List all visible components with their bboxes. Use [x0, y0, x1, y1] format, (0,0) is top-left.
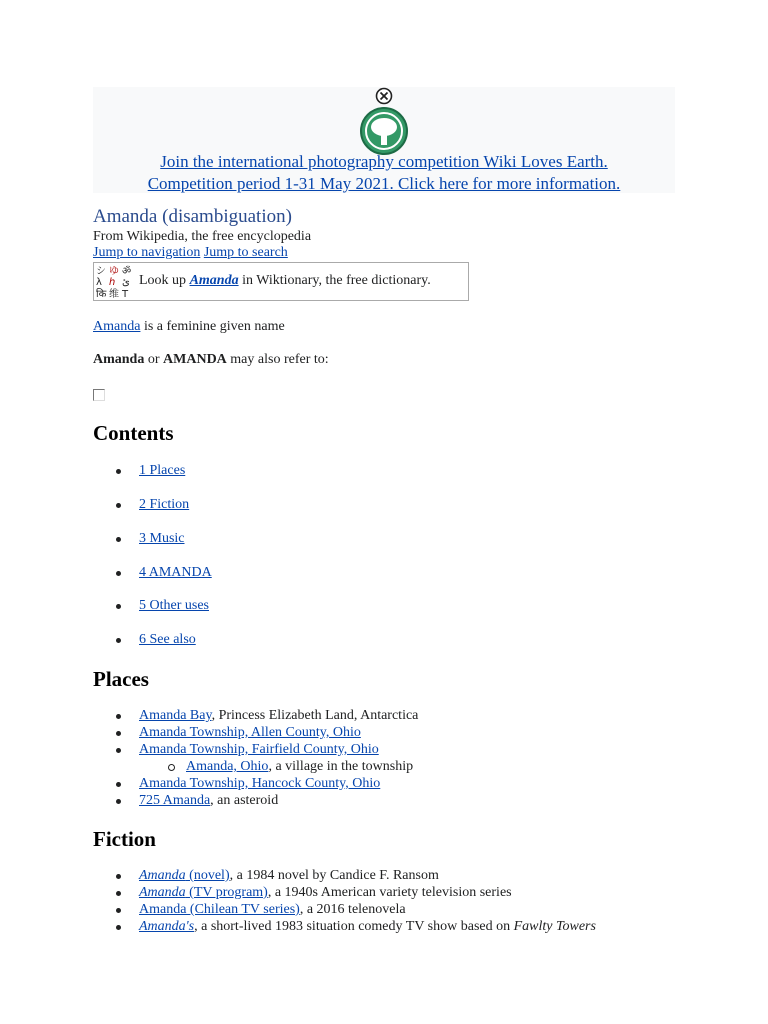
- jump-links: [93, 245, 288, 261]
- place-item: [139, 776, 380, 792]
- place-link[interactable]: Amanda, Ohio: [186, 759, 269, 774]
- wiktionary-suffix: in Wiktionary, the free dictionary.: [238, 273, 431, 288]
- fiction-link[interactable]: [139, 902, 300, 917]
- place-link[interactable]: 725 Amanda: [139, 793, 211, 808]
- wiktionary-text: [139, 273, 431, 289]
- svg-text:维: 维: [109, 289, 119, 299]
- tree-logo-icon: [359, 106, 409, 156]
- place-item: [186, 759, 413, 775]
- intro-tail: may also refer to:: [226, 352, 329, 367]
- place-item: [139, 793, 278, 809]
- fiction-link-plain: (novel): [185, 868, 230, 883]
- fiction-desc: , a 1984 novel by Candice F. Ransom: [229, 868, 439, 883]
- place-desc: , a village in the township: [268, 759, 414, 774]
- fiction-link[interactable]: [139, 885, 268, 900]
- fiction-link-plain: (TV program): [185, 885, 268, 900]
- svg-text:ئ: ئ: [122, 277, 130, 288]
- intro-text: is a feminine given name: [140, 319, 285, 334]
- bullet-icon: [116, 714, 121, 719]
- intro-paragraph-2: [93, 352, 329, 368]
- wiktionary-prefix: Look up: [139, 273, 190, 288]
- fiction-desc: , a short-lived 1983 situation comedy TV show based on: [194, 919, 514, 934]
- contents-heading: Contents: [93, 421, 174, 445]
- bullet-icon: [116, 604, 121, 609]
- bullet-icon: [116, 638, 121, 643]
- fiction-item: [139, 919, 596, 935]
- fiction-link-plain: Amanda (Chilean TV series): [139, 902, 300, 917]
- jump-to-navigation-link[interactable]: Jump to navigation: [93, 245, 201, 260]
- svg-text:ゆ: ゆ: [109, 266, 119, 277]
- svg-text:ℎ: ℎ: [109, 277, 116, 288]
- fiction-link-italic: Amanda's: [139, 919, 195, 934]
- wiktionary-term-link[interactable]: Amanda: [189, 273, 239, 288]
- page-title: Amanda (disambiguation): [93, 206, 292, 227]
- jump-to-search-link[interactable]: Jump to search: [203, 245, 288, 260]
- bullet-icon: [116, 731, 121, 736]
- fiction-heading: Fiction: [93, 827, 156, 851]
- close-icon[interactable]: [375, 87, 393, 105]
- intro-paragraph-1: [93, 319, 285, 335]
- bullet-icon: [116, 571, 121, 576]
- banner-link-line2[interactable]: Competition period 1-31 May 2021. Click here for more information.: [147, 174, 621, 193]
- bullet-icon: [116, 537, 121, 542]
- bullet-icon: [116, 891, 121, 896]
- bullet-icon: [116, 874, 121, 879]
- fiction-item: [139, 868, 439, 884]
- toc-link-music[interactable]: 3 Music: [139, 531, 185, 546]
- amanda-name-link[interactable]: Amanda: [93, 319, 141, 334]
- bullet-icon: [116, 503, 121, 508]
- bullet-icon: [116, 908, 121, 913]
- fiction-desc: , a 1940s American variety television series: [267, 885, 512, 900]
- place-item: [139, 708, 418, 724]
- svg-text:कि: कि: [96, 289, 107, 299]
- intro-bold-2: AMANDA: [163, 352, 227, 367]
- place-item: [139, 725, 361, 741]
- bullet-icon: [116, 925, 121, 930]
- intro-bold-1: Amanda: [93, 352, 145, 367]
- fiction-link[interactable]: [139, 919, 194, 934]
- svg-text:ॐ: ॐ: [122, 266, 132, 277]
- bullet-icon: [116, 469, 121, 474]
- toc-toggle-checkbox[interactable]: [93, 389, 105, 401]
- toc-link-amanda[interactable]: 4 AMANDA: [139, 565, 212, 580]
- circle-bullet-icon: [168, 764, 175, 771]
- fiction-desc-italic: Fawlty Towers: [513, 919, 596, 934]
- toc-link-fiction[interactable]: 2 Fiction: [139, 497, 190, 512]
- toc-link-see-also[interactable]: 6 See also: [139, 632, 196, 647]
- place-desc: , Princess Elizabeth Land, Antarctica: [211, 708, 419, 723]
- place-desc: , an asteroid: [210, 793, 279, 808]
- toc-link-other-uses[interactable]: 5 Other uses: [139, 598, 209, 613]
- fiction-item: [139, 902, 406, 918]
- place-item: [139, 742, 379, 758]
- fiction-link[interactable]: [139, 868, 230, 883]
- bullet-icon: [116, 799, 121, 804]
- toc-link-places[interactable]: 1 Places: [139, 463, 186, 478]
- svg-text:λ: λ: [96, 277, 102, 288]
- bullet-icon: [116, 782, 121, 787]
- banner-message[interactable]: [93, 151, 675, 195]
- fiction-desc: , a 2016 telenovela: [299, 902, 406, 917]
- wiktionary-logo-icon: [95, 264, 135, 299]
- bullet-icon: [116, 748, 121, 753]
- places-heading: Places: [93, 667, 149, 691]
- fiction-link-italic: Amanda: [139, 885, 186, 900]
- intro-mid: or: [144, 352, 164, 367]
- place-link[interactable]: Amanda Township, Fairfield County, Ohio: [139, 742, 379, 757]
- place-link[interactable]: Amanda Bay: [139, 708, 212, 723]
- fiction-link-italic: Amanda: [139, 868, 186, 883]
- site-tagline: From Wikipedia, the free encyclopedia: [93, 229, 312, 244]
- wiktionary-box: [93, 262, 469, 301]
- svg-text:T: T: [122, 289, 129, 299]
- campaign-banner: [93, 87, 675, 193]
- svg-text:シ: シ: [96, 266, 106, 277]
- fiction-item: [139, 885, 512, 901]
- banner-link-line1[interactable]: Join the international photography competition Wiki Loves Earth.: [160, 152, 608, 171]
- place-link[interactable]: Amanda Township, Hancock County, Ohio: [139, 776, 381, 791]
- place-link[interactable]: Amanda Township, Allen County, Ohio: [139, 725, 361, 740]
